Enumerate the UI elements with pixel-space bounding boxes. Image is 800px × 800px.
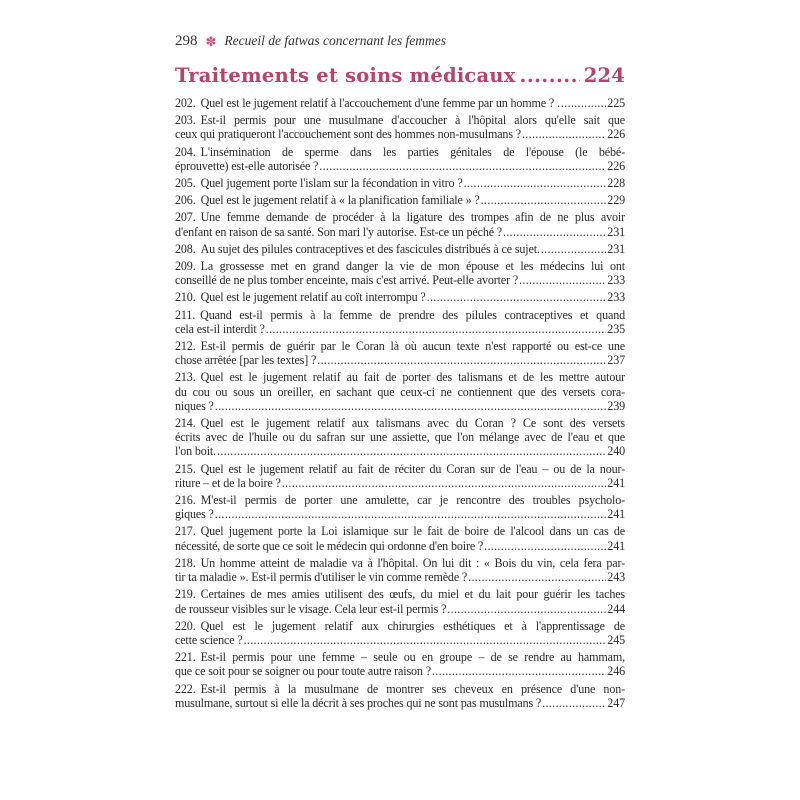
dot-leader <box>319 159 606 173</box>
entry-number: 215. <box>175 461 196 476</box>
entry-page-number: 231 <box>607 241 625 256</box>
entry-text: cette science ? <box>175 632 243 647</box>
entry-number: 204. <box>175 144 196 159</box>
entry-number: 211. <box>175 307 196 322</box>
entry-number: 222. <box>175 681 196 696</box>
entry-page-number: 233 <box>607 290 625 305</box>
entry-page-number: 244 <box>607 601 625 616</box>
entry-page-number: 245 <box>607 632 625 647</box>
entry-number: 214. <box>175 416 196 431</box>
dot-leader <box>464 176 607 190</box>
toc-entry[interactable] <box>175 682 625 710</box>
entry-text: que ce soit pour se soigner ou pour toute autre raison ? <box>175 664 431 679</box>
toc-entry[interactable] <box>175 176 625 190</box>
entry-line: 211. Quand est-il permis à la femme de prendre des pilules contraceptives et quand <box>175 307 625 322</box>
toc-entry[interactable] <box>175 416 625 459</box>
entry-text: de rousseur visibles sur le visage. Cela leur est-il permis ? <box>175 601 447 616</box>
entry-page-number: 241 <box>607 507 625 522</box>
section-page: 224 <box>583 64 625 87</box>
dot-leader <box>215 507 607 521</box>
entry-page-number: 247 <box>607 695 625 710</box>
toc-entry[interactable] <box>175 242 625 256</box>
toc-entry[interactable] <box>175 493 625 521</box>
entry-text: giques ? <box>175 507 214 522</box>
entry-page-number: 235 <box>607 321 625 336</box>
entry-page-number: 240 <box>607 444 625 459</box>
entry-line: du cou ou sous un oreiller, en sachant que ceux-ci ne contiennent que des versets cora- <box>175 384 625 399</box>
entry-line: 207. Une femme demande de procéder à la ligature des trompes afin de ne plus avoir <box>175 210 625 225</box>
entry-page-number: 241 <box>607 475 625 490</box>
entry-page-number: 246 <box>607 664 625 679</box>
toc-entry[interactable] <box>175 193 625 207</box>
entry-line: 214. Quel est le jugement relatif aux talismans avec du Coran ? Ce sont des versets <box>175 416 625 431</box>
entry-line: 216. M'est-il permis de porter une amulette, car je rencontre des troubles psycholo- <box>175 493 625 508</box>
section-title: Traitements et soins médicaux <box>175 64 516 87</box>
running-head <box>175 30 625 52</box>
entry-number: 206. <box>175 193 196 208</box>
dot-leader <box>542 696 606 710</box>
entry-number: 203. <box>175 113 196 128</box>
entry-line: écrits avec de l'huile ou du safran sur une assiette, que l'on mélange avec de l'eau et que <box>175 430 625 445</box>
dot-leader <box>447 602 606 616</box>
entry-text: cela est-il interdit ? <box>175 321 265 336</box>
entry-text: riture – et de la boire ? <box>175 475 281 490</box>
entry-page-number: 229 <box>607 193 625 208</box>
toc-entry[interactable] <box>175 145 625 173</box>
entry-text: 202. Quel est le jugement relatif à l'accouchement d'une femme par un homme ? . <box>175 96 560 110</box>
entry-line: 221. Est-il permis pour une femme – seule ou en groupe – de se rendre au hammam, <box>175 650 625 665</box>
entry-line: 219. Certaines de mes amies utilisent des œufs, du miel et du lait pour guérir les taches <box>175 587 625 602</box>
entry-number: 212. <box>175 339 196 354</box>
dot-leader <box>215 399 607 413</box>
entry-text: chose arrêtée [par les textes] ? <box>175 353 317 368</box>
dot-leader <box>317 353 606 367</box>
dot-leader <box>561 96 606 110</box>
entry-text: nécessité, de sorte que ce soit le médecin qui ordonne d'en boire ? <box>175 538 484 553</box>
toc-entries <box>175 96 625 710</box>
book-page <box>175 30 625 713</box>
entry-page-number: 225 <box>607 96 625 110</box>
dot-leader <box>481 193 607 207</box>
dot-leader <box>432 664 606 678</box>
toc-entry[interactable] <box>175 113 625 141</box>
entry-number: 221. <box>175 650 196 665</box>
entry-text: musulmane, surtout si elle la décrit à ses proches qui ne sont pas musulmans ? <box>175 695 542 710</box>
entry-number: 209. <box>175 259 196 274</box>
entry-text: d'enfant en raison de sa santé. Son mari l'y autorise. Est-ce un péché ? <box>175 224 503 239</box>
dot-leader <box>522 127 606 141</box>
entry-page-number: 239 <box>607 398 625 413</box>
page-number: 298 <box>175 32 198 49</box>
entry-page-number: 226 <box>607 127 625 142</box>
entry-line: 212. Est-il permis de guérir par le Coran là où aucun texte n'est rapporté ou est-ce une <box>175 339 625 354</box>
flower-ornament-icon: ✽ <box>205 33 217 49</box>
entry-text: 206. Quel est le jugement relatif à « la planification familiale » ? <box>175 193 480 208</box>
entry-line: 204. L'insémination de sperme dans les parties génitales de l'épouse (le bébé- <box>175 144 625 159</box>
entry-line: 218. Un homme atteint de maladie va à l'hôpital. On lui dit : « Bois du vin, cela fera par- <box>175 555 625 570</box>
entry-page-number: 237 <box>607 353 625 368</box>
dot-leader <box>217 444 606 458</box>
entry-page-number: 241 <box>607 538 625 553</box>
entry-line: 203. Est-il permis pour une musulmane d'accoucher à l'hôpital alors qu'elle sait que <box>175 113 625 128</box>
entry-text: tir ta maladie ». Est-il permis d'utiliser le vin comme remède ? <box>175 570 468 585</box>
dot-leader <box>519 273 606 287</box>
entry-line: 215. Quel est le jugement relatif au fait de réciter du Coran sur de l'eau – ou de la nour- <box>175 461 625 476</box>
entry-text: niques ? <box>175 398 214 413</box>
entry-line: 222. Est-il permis à la musulmane de montrer ses cheveux en présence d'une non- <box>175 681 625 696</box>
toc-entry[interactable] <box>175 370 625 413</box>
toc-entry[interactable] <box>175 524 625 552</box>
section-heading <box>175 64 625 94</box>
entry-number: 205. <box>175 176 196 191</box>
entry-number: 218. <box>175 555 196 570</box>
dot-leader <box>484 539 606 553</box>
entry-page-number: 231 <box>607 224 625 239</box>
toc-entry[interactable] <box>175 462 625 490</box>
entry-number: 213. <box>175 370 196 385</box>
entry-number: 219. <box>175 587 196 602</box>
entry-line: 220. Quel est le jugement relatif aux chirurgies esthétiques et à l'apprentissage de <box>175 618 625 633</box>
dot-leader <box>503 225 606 239</box>
dot-leader <box>541 242 607 256</box>
toc-entry[interactable] <box>175 619 625 647</box>
entry-text: l'on boit. <box>175 444 216 459</box>
entry-page-number: 226 <box>607 158 625 173</box>
entry-number: 202. <box>175 96 196 110</box>
entry-number: 207. <box>175 210 196 225</box>
toc-entry[interactable] <box>175 290 625 304</box>
entry-line: 217. Quel jugement porte la Loi islamique sur le fait de boire de l'alcool dans un cas de <box>175 524 625 539</box>
entry-text: 210. Quel est le jugement relatif au coït interrompu ? <box>175 290 426 305</box>
entry-text: éprouvette) est-elle autorisée ? <box>175 158 319 173</box>
dot-leader <box>520 64 580 87</box>
toc-entry[interactable] <box>175 556 625 584</box>
entry-text: 205. Quel jugement porte l'islam sur la fécondation in vitro ? <box>175 176 463 191</box>
toc-entry[interactable] <box>175 96 625 110</box>
entry-page-number: 243 <box>607 570 625 585</box>
toc-entry[interactable] <box>175 259 625 287</box>
entry-page-number: 233 <box>607 273 625 288</box>
toc-entry[interactable] <box>175 210 625 238</box>
entry-page-number: 228 <box>607 176 625 191</box>
dot-leader <box>282 476 607 490</box>
toc-entry[interactable] <box>175 587 625 615</box>
toc-entry[interactable] <box>175 308 625 336</box>
entry-number: 210. <box>175 290 196 305</box>
entry-number: 216. <box>175 493 196 508</box>
entry-number: 220. <box>175 618 196 633</box>
entry-line: 209. La grossesse met en grand danger la vie de mon épouse et les médecins lui ont <box>175 259 625 274</box>
entry-text: ceux qui pratiqueront l'accouchement sont des hommes non-musulmans ? <box>175 127 521 142</box>
entry-text: conseillé de ne plus tomber enceinte, mais c'est arrivé. Peut-elle avorter ? <box>175 273 519 288</box>
book-title: Recueil de fatwas concernant les femmes <box>224 33 446 48</box>
entry-text: 208. Au sujet des pilules contraceptives et des fascicules distribués à ce sujet. <box>175 241 540 256</box>
dot-leader <box>468 570 606 584</box>
entry-number: 208. <box>175 241 196 256</box>
dot-leader <box>266 322 607 336</box>
toc-entry[interactable] <box>175 650 625 678</box>
entry-number: 217. <box>175 524 196 539</box>
dot-leader <box>427 290 607 304</box>
entry-line: 213. Quel est le jugement relatif au fait de porter des talismans et de les mettre autour <box>175 370 625 385</box>
toc-entry[interactable] <box>175 339 625 367</box>
dot-leader <box>244 633 607 647</box>
